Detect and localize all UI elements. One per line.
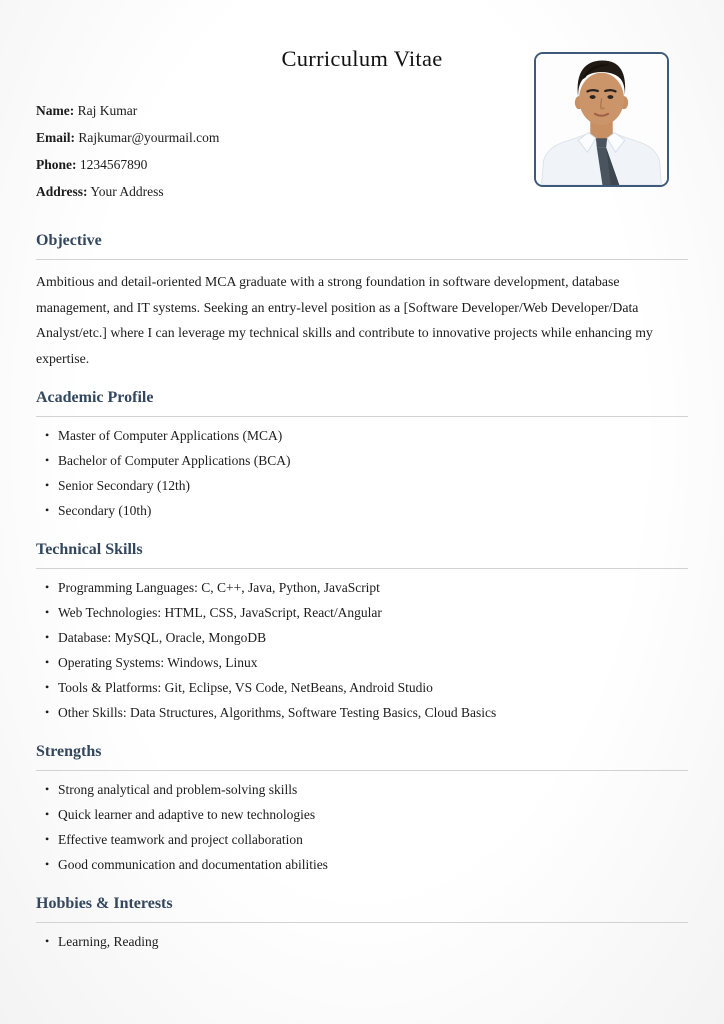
contact-value: Your Address [90, 184, 164, 199]
contact-value: Rajkumar@yourmail.com [78, 130, 220, 145]
list-item: • Other Skills: Data Structures, Algorithms, Software Testing Basics, Cloud Basics [36, 700, 688, 725]
section-heading-hobbies-interests: Hobbies & Interests [36, 895, 688, 923]
contact-line [36, 185, 688, 199]
profile-photo [534, 52, 669, 187]
list-item: • Learning, Reading [36, 929, 688, 954]
contact-label: Name: [36, 103, 75, 118]
list-item: • Bachelor of Computer Applications (BCA) [36, 448, 688, 473]
section-heading-academic-profile: Academic Profile [36, 389, 688, 417]
list-item: • Programming Languages: C, C++, Java, Python, JavaScript [36, 575, 688, 600]
list-item: • Senior Secondary (12th) [36, 473, 688, 498]
strengths-list [36, 777, 688, 877]
list-item: • Operating Systems: Windows, Linux [36, 650, 688, 675]
list-item: • Secondary (10th) [36, 498, 688, 523]
list-item: • Web Technologies: HTML, CSS, JavaScript, React/Angular [36, 600, 688, 625]
contact-label: Address: [36, 184, 88, 199]
page-title: Curriculum Vitae [281, 46, 443, 71]
academic-profile-list [36, 423, 688, 523]
contact-value: 1234567890 [79, 157, 148, 172]
contact-label: Phone: [36, 157, 77, 172]
hobbies-list [36, 929, 688, 954]
section-heading-strengths: Strengths [36, 743, 688, 771]
section-objective [36, 232, 688, 371]
list-item: • Database: MySQL, Oracle, MongoDB [36, 625, 688, 650]
contact-value: Raj Kumar [77, 103, 138, 118]
list-item: • Tools & Platforms: Git, Eclipse, VS Code, NetBeans, Android Studio [36, 675, 688, 700]
contact-label: Email: [36, 130, 75, 145]
section-strengths [36, 743, 688, 877]
section-technical-skills [36, 541, 688, 725]
technical-skills-list [36, 575, 688, 725]
profile-photo-illustration [536, 54, 667, 185]
list-item: • Strong analytical and problem-solving skills [36, 777, 688, 802]
list-item: • Quick learner and adaptive to new technologies [36, 802, 688, 827]
list-item: • Good communication and documentation abilities [36, 852, 688, 877]
section-academic-profile [36, 389, 688, 523]
objective-paragraph: Ambitious and detail-oriented MCA graduate with a strong foundation in software development, database management, and IT systems. Seeking an entry-level position as a [Software Developer/Web Developer/Data Analyst/etc.] where I can leverage my technical skills and contribute to innovative projects while enhancing my expertise. [36, 274, 653, 366]
list-item: • Master of Computer Applications (MCA) [36, 423, 688, 448]
section-heading-objective: Objective [36, 232, 688, 260]
list-item: • Effective teamwork and project collaboration [36, 827, 688, 852]
section-hobbies-interests [36, 895, 688, 954]
section-heading-technical-skills: Technical Skills [36, 541, 688, 569]
